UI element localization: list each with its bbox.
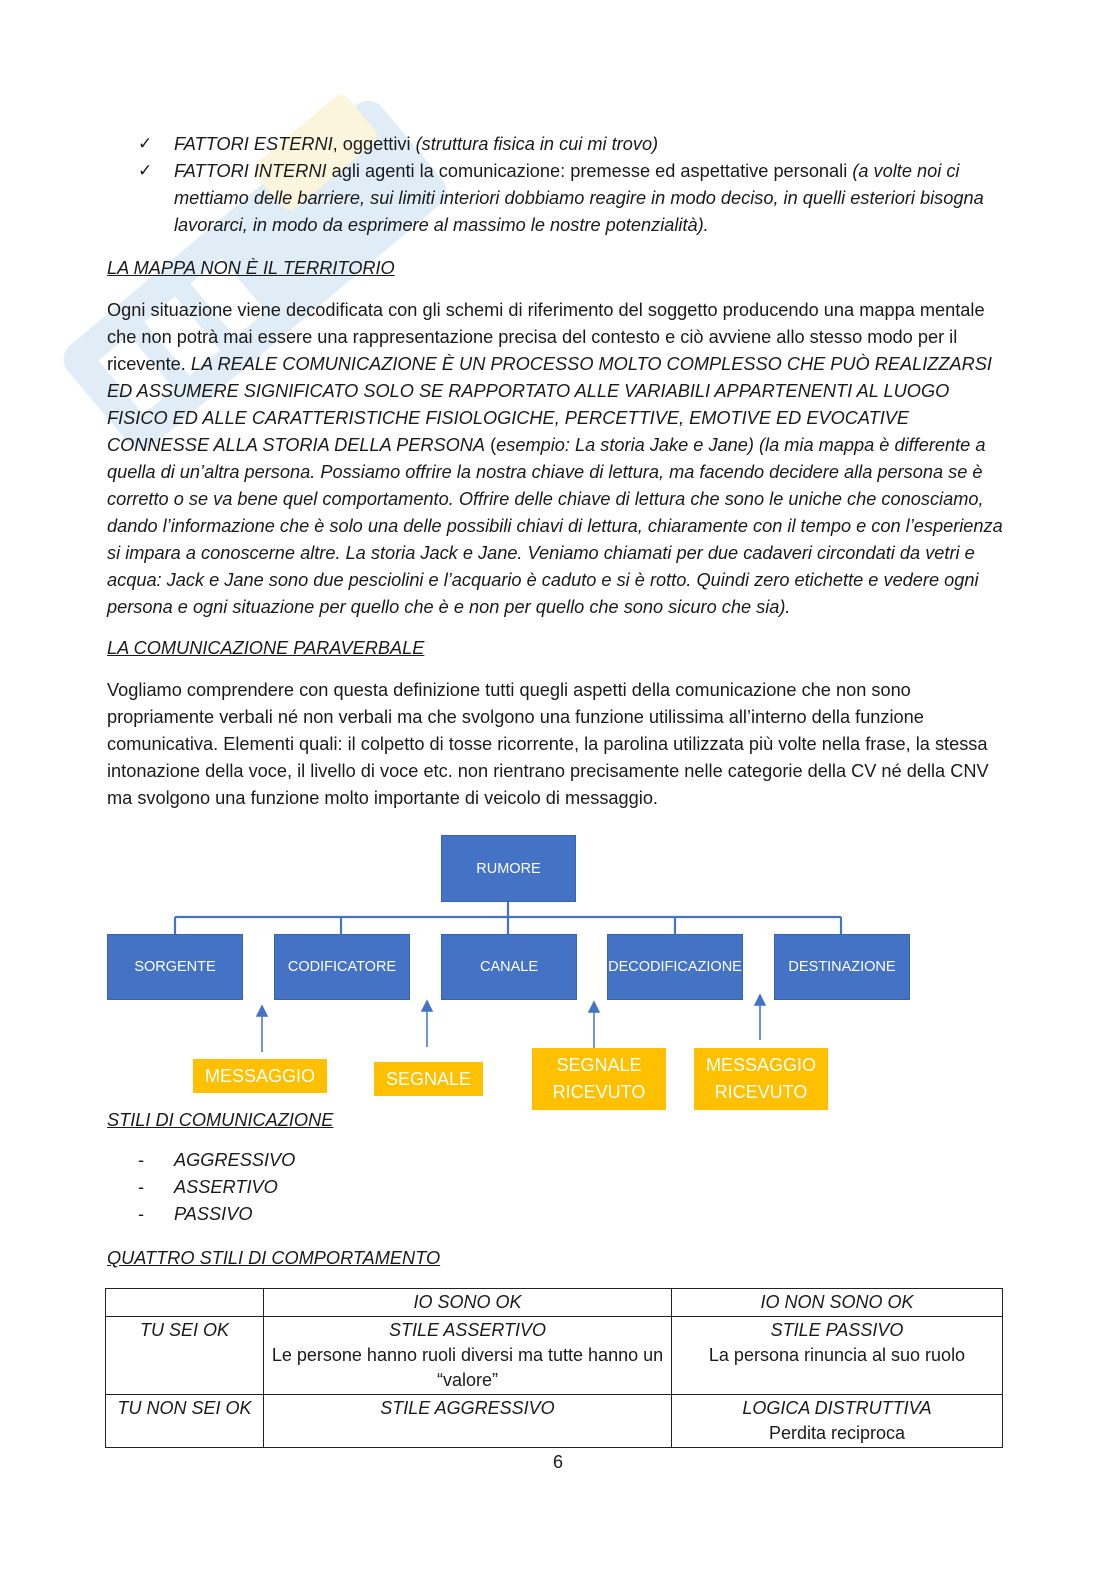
table-cell [264,1395,672,1448]
table-row [106,1317,1003,1395]
table-cell [672,1317,1003,1395]
signal-label: RICEVUTO [552,1082,646,1102]
signal-label: SEGNALE [385,1068,472,1089]
signal-messaggio-ricevuto [694,1048,828,1110]
signal-segnale-ricevuto [532,1048,666,1110]
node-codificatore: CODIFICATORE [274,934,410,1000]
node-canale: CANALE [441,934,577,1000]
list-item-label: AGGRESSIVO [174,1150,296,1170]
signal-label: MESSAGGIO [705,1055,817,1075]
signal-label: RICEVUTO [714,1082,808,1102]
cell-text: La persona rinuncia al suo ruolo [708,1345,966,1365]
signal-label: MESSAGGIO [204,1065,316,1086]
bullet-italic: (struttura fisica in cui mi trovo) [415,134,659,154]
page-number: 6 [552,1452,563,1472]
signal-segnale [374,1062,483,1096]
bullet-text: , oggettivi [332,134,416,154]
row-label: TU NON SEI OK [106,1395,264,1448]
table-header-row [106,1289,1003,1317]
cell-title: LOGICA DISTRUTTIVA [742,1398,932,1418]
bullet-lead: FATTORI INTERNI [174,161,327,181]
row-label: TU SEI OK [106,1317,264,1395]
styles-list [138,1147,295,1228]
check-icon: ✓ [138,134,153,154]
paragraph-text: Ogni situazione viene decodificata con gli schemi di riferimento del soggetto producendo una mappa mentale che non potrà mai essere una rappresentazione precisa del contesto e ciò avviene allo stesso modo per il ricevente. [107,300,985,374]
dash-bullet: - [138,1177,145,1197]
cell-title: STILE AGGRESSIVO [380,1398,555,1418]
table-cell [672,1395,1003,1448]
cell-title: STILE PASSIVO [770,1320,904,1340]
bullet-lead: FATTORI ESTERNI [174,134,333,154]
cell-title: STILE ASSERTIVO [388,1320,547,1340]
section-heading: LA COMUNICAZIONE PARAVERBALE [107,638,425,658]
check-icon: ✓ [138,161,153,181]
list-item [138,1174,295,1201]
table-row [106,1395,1003,1448]
section-heading: STILI DI COMUNICAZIONE [107,1110,334,1130]
node-rumore: RUMORE [441,835,576,902]
dash-bullet: - [138,1150,145,1170]
signal-label: SEGNALE [556,1055,642,1075]
behavior-styles-table [105,1288,1003,1448]
section-paragraph: Vogliamo comprendere con questa definizione tutti quegli aspetti della comunicazione che non sono propriamente verbali né non verbali ma che svolgono una funzione utilissima all’interno della funzione comunicativa. Elementi quali: il colpetto di tosse ricorrente, la parolina utilizzata più volte nella frase, la stessa intonazione della voce, il livello di voce etc. non rientrano precisamente nelle categorie della CV né della CNV ma svolgono una funzione molto importante di veicolo di messaggio. [107,680,989,808]
list-item-label: PASSIVO [174,1204,253,1224]
table-header-cell: IO NON SONO OK [672,1289,1003,1317]
bullet-text: agli agenti la comunicazione: premesse ed aspettative personali [326,161,853,181]
dash-bullet: - [138,1204,145,1224]
paragraph-italic: LA REALE COMUNICAZIONE È UN PROCESSO MOLTO COMPLESSO CHE PUÒ REALIZZARSI ED ASSUMERE SIGNIFICATO SOLO SE RAPPORTATO ALLE VARIABILI APPARTENENTI AL LUOGO FISICO ED ALLE CARATTERISTICHE FISIOLOGICHE, PERCETTIVE, EMOTIVE ED EVOCATIVE CONNESSE ALLA STORIA DELLA PERSONA [107,354,992,455]
node-destinazione: DESTINAZIONE [774,934,910,1000]
bullet-italic: (a volte noi ci mettiamo delle barriere, sui limiti interiori dobbiamo reagire in modo deciso, in quelli esteriori bisogna lavorarci, in modo da esprimere al massimo le nostre potenzialità). [174,161,984,235]
list-item [138,1147,295,1174]
table-header-cell: IO SONO OK [264,1289,672,1317]
cell-text: Le persone hanno ruoli diversi ma tutte hanno un “valore” [271,1345,664,1390]
section-heading: QUATTRO STILI DI COMPORTAMENTO [107,1248,441,1268]
table-cell [106,1289,264,1317]
node-decodificazione: DECODIFICAZIONE [607,934,743,1000]
table-cell [264,1317,672,1395]
node-sorgente: SORGENTE [107,934,243,1000]
section-heading: LA MAPPA NON È IL TERRITORIO [107,258,395,278]
list-item-label: ASSERTIVO [174,1177,278,1197]
signal-messaggio [193,1059,327,1093]
paragraph-text: ( [485,435,497,455]
paragraph-italic: esempio: La storia Jake e Jane) (la mia mappa è differente a quella di un’altra persona. Possiamo offrire la nostra chiave di lettura, ma facendo decidere alla persona se è corretto o se va bene quel comportamento. Offrire delle chiave di lettura che sono le uniche che conosciamo, dando l’informazione che è solo una delle possibili chiavi di lettura, chiaramente con il tempo e con l’esperienza si impara a conoscerne altre. La storia Jack e Jane. Veniamo chiamati per due cadaveri circondati da vetri e acqua: Jack e Jane sono due pesciolini e l’acquario è caduto e si è rotto. Quindi zero etichette e vedere ogni persona e ogni situazione per quello che è e non per quello che sono sicuro che sia). [107,435,1003,617]
cell-text: Perdita reciproca [768,1423,906,1443]
list-item [138,1201,295,1228]
